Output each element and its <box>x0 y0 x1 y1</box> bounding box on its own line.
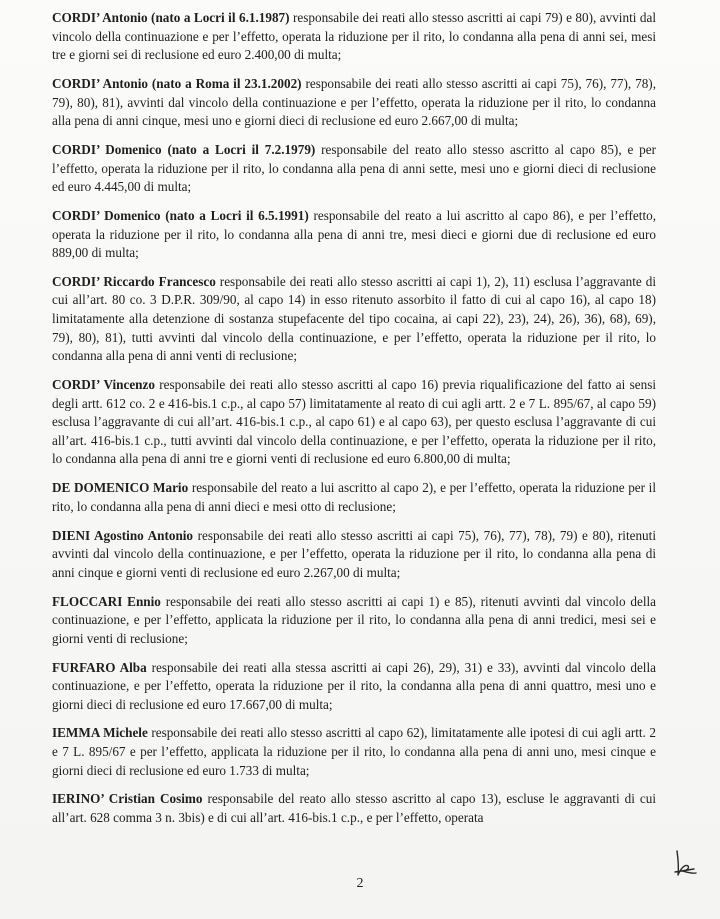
defendant-name: CORDI’ Antonio (nato a Locri il 6.1.1987) <box>52 10 290 25</box>
page-number: 2 <box>356 876 364 891</box>
defendant-paragraph <box>52 527 656 583</box>
defendant-name: CORDI’ Vincenzo <box>52 377 155 393</box>
paragraph-text: responsabile del reato allo stesso ascritto al capo 13), escluse le aggravanti di cui all’art. 628 comma 3 n. 3bis) e di cui all’art. 416-bis.1 c.p., e per l’effetto, operata <box>52 791 656 826</box>
defendant-name: CORDI’ Antonio (nato a Roma il 23.1.2002) <box>52 75 302 91</box>
defendant-paragraph <box>52 479 656 516</box>
defendant-name: CORDI’ Domenico (nato a Locri il 7.2.1979) <box>52 141 316 157</box>
defendant-paragraph <box>52 790 656 827</box>
defendant-paragraph <box>52 593 656 649</box>
defendant-paragraph <box>52 141 656 197</box>
paragraph-text: responsabile del reato allo stesso ascritto al capo 85), e per l’effetto, operata la riduzione per il rito, lo condanna alla pena di anni sette, mesi uno e giorni dieci di reclusione ed euro 4.445,00 di multa; <box>52 141 656 195</box>
defendant-name: DE DOMENICO Mario <box>52 480 189 496</box>
handwritten-initials-icon <box>672 848 698 878</box>
defendant-name: CORDI’ Riccardo Francesco <box>52 273 216 289</box>
defendant-name: DIENI Agostino Antonio <box>52 527 194 543</box>
defendant-name: IEMMA Michele <box>52 725 148 741</box>
defendant-paragraph <box>52 273 656 366</box>
defendant-name: FURFARO Alba <box>52 659 147 675</box>
paragraph-text: responsabile dei reati allo stesso ascritti ai capi 1) e 85), ritenuti avvinti dal vincolo della continuazione, e per l’effetto, applicata la riduzione per il rito, lo condanna alla pena di anni tredici, mesi sei e giorni venti di reclusione; <box>52 593 656 646</box>
paragraph-text: responsabile dei reati allo stesso ascritti ai capi 75), 76), 77), 78), 79) e 80), ritenuti avvinti dal vincolo della continuazione, e per l’effetto, operata la riduzione per il rito, lo condanna alla pena di anni cinque e giorni venti di reclusione ed euro 2.267,00 di multa; <box>52 527 656 580</box>
paragraph-text: responsabile dei reati allo stesso ascritti ai capi 79) e 80), avvinti dal vincolo della continuazione e per l’effetto, operata la riduzione per il rito, lo condanna alla pena di anni sei, mesi tre e giorni sei di reclusione ed euro 2.400,00 di multa; <box>52 10 656 63</box>
defendant-name: IERINO’ Cristian Cosimo <box>52 791 203 807</box>
defendant-paragraph <box>52 724 656 780</box>
paragraph-text: responsabile dei reati allo stesso ascritti al capo 16) previa riqualificazione del fatto ai sensi degli artt. 612 co. 2 e 416-bis.1 c.p., al capo 57) limitatamente al reato di cui agli artt. 2 e 7 L. 895/67, al capo 59) esclusa l’aggravante di cui all’art. 416-bis.1 c.p., al capo 61) e al capo 63), per questo esclusa l’aggravante di cui all’art. 416-bis.1 c.p., tutti avvinti dal vincolo della continuazione, e per l’effetto, operata la riduzione per il rito, lo condanna alla pena di anni tre e giorni venti di reclusione ed euro 6.800,00 di multa; <box>52 377 656 467</box>
defendant-paragraph <box>52 9 656 65</box>
paragraph-text: responsabile dei reati allo stesso ascritti al capo 62), limitatamente alle ipotesi di cui agli artt. 2 e 7 L. 895/67 e per l’effetto, applicata la riduzione per il rito, lo condanna alla pena di anni uno, mesi cinque e giorni dieci di reclusione ed euro 1.733 di multa; <box>52 725 656 778</box>
paragraph-text: responsabile dei reati alla stessa ascritti ai capi 26), 29), 31) e 33), avvinti dal vincolo della continuazione, e per l’effetto, operata la riduzione per il rito, la condanna alla pena di anni quattro, mesi uno e giorni dieci di reclusione ed euro 17.667,00 di multa; <box>52 659 656 712</box>
defendant-paragraph <box>52 75 656 131</box>
paragraph-text: responsabile dei reati allo stesso ascritti ai capi 75), 76), 77), 78), 79), 80), 81), avvinti dal vincolo della continuazione e per l’effetto, operata la riduzione per il rito, lo condanna alla pena di anni cinque, mesi uno e giorni dieci di reclusione ed euro 2.667,00 di multa; <box>52 75 656 129</box>
paragraph-text: responsabile del reato a lui ascritto al capo 2), e per l’effetto, operata la riduzione per il rito, lo condanna alla pena di anni dieci e mesi otto di reclusione; <box>52 480 656 514</box>
document-body <box>52 9 656 838</box>
defendant-paragraph <box>52 207 656 263</box>
defendant-name: CORDI’ Domenico (nato a Locri il 6.5.1991) <box>52 207 309 223</box>
paragraph-text: responsabile dei reati allo stesso ascritti ai capi 1), 2), 11) esclusa l’aggravante di cui all’art. 80 co. 3 D.P.R. 309/90, al capo 14) in esso ritenuto assorbito il fatto di cui al capo 16), al capo 18) limitatamente alla detenzione di sostanza stupefacente del tipo cocaina, ai capi 22), 23), 24), 26), 36), 68), 69), 79), 80), 81), tutti avvinti dal vincolo della continuazione, e per l’effetto, operata la riduzione per il rito, lo condanna alla pena di anni venti di reclusione; <box>52 273 656 364</box>
defendant-name: FLOCCARI Ennio <box>52 593 161 609</box>
defendant-paragraph <box>52 376 656 469</box>
defendant-paragraph <box>52 659 656 715</box>
paragraph-text: responsabile del reato a lui ascritto al capo 86), e per l’effetto, operata la riduzione per il rito, lo condanna alla pena di anni tre, mesi dieci e giorni due di reclusione ed euro 889,00 di multa; <box>52 207 656 261</box>
